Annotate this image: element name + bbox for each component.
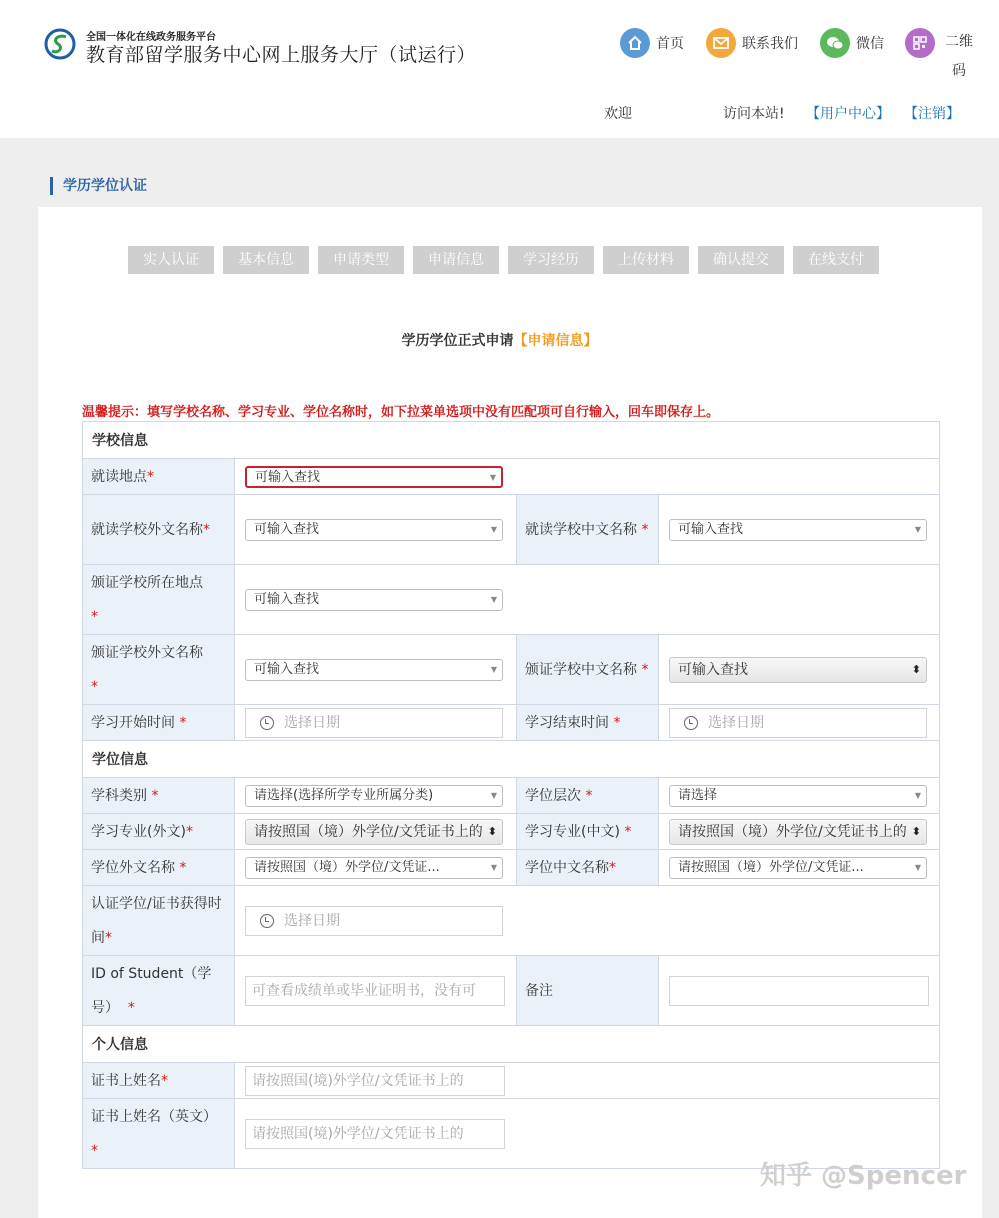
welcome-text: 欢迎	[604, 106, 632, 122]
issuer-foreign-select[interactable]: 可输入查找 ▼	[245, 659, 503, 681]
degree-chinese-select[interactable]: 请按照国（境）外学位/文凭证... ▼	[669, 857, 927, 879]
label-start-time: 学习开始时间 *	[83, 705, 235, 741]
section-title: 学历学位认证	[50, 177, 147, 195]
site-title: 教育部留学服务中心网上服务大厅（试运行）	[86, 44, 477, 66]
label-issuer-location: 颁证学校所在地点 *	[83, 565, 235, 635]
visit-text: 访问本站!	[723, 106, 785, 122]
major-foreign-select[interactable]: 请按照国（境）外学位/文凭证书上的 ⬍	[245, 819, 503, 845]
label-name-cert: 证书上姓名*	[83, 1063, 235, 1099]
section-personal-info: 个人信息	[83, 1026, 940, 1063]
study-location-select[interactable]: 可输入查找 ▼	[245, 466, 503, 488]
section-school-info: 学校信息	[83, 422, 940, 459]
label-obtain-time: 认证学位/证书获得时间*	[83, 886, 235, 956]
logout-link[interactable]: 【注销】	[904, 106, 960, 122]
step-item[interactable]: 申请类型	[318, 246, 404, 274]
issuer-location-select[interactable]: 可输入查找 ▼	[245, 589, 503, 611]
watermark: 知乎 @Spencer	[760, 1161, 967, 1191]
step-item[interactable]: 基本信息	[223, 246, 309, 274]
nav-contact[interactable]	[706, 28, 798, 58]
student-id-input[interactable]: 可查看成绩单或毕业证明书，没有可	[245, 976, 505, 1006]
clock-icon	[260, 914, 274, 928]
label-school-chinese: 就读学校中文名称 *	[517, 495, 659, 565]
application-form	[82, 421, 940, 1169]
mail-icon	[706, 28, 736, 58]
label-subject: 学科类别 *	[83, 778, 235, 814]
label-major-foreign: 学习专业(外文)*	[83, 814, 235, 850]
step-item[interactable]: 在线支付	[793, 246, 879, 274]
section-degree-info: 学位信息	[83, 741, 940, 778]
step-item[interactable]: 实人认证	[128, 246, 214, 274]
warm-tip: 温馨提示：填写学校名称、学习专业、学位名称时，如下拉菜单选项中没有匹配项可自行输入，回车即保存上。	[82, 405, 720, 420]
label-degree-chinese: 学位中文名称*	[517, 850, 659, 886]
step-bar	[128, 246, 888, 274]
home-icon	[620, 28, 650, 58]
label-issuer-chinese: 颁证学校中文名称 *	[517, 635, 659, 705]
form-heading-tag: 【申请信息】	[513, 333, 598, 349]
label-school-foreign: 就读学校外文名称*	[83, 495, 235, 565]
nav-home-label: 首页	[656, 36, 684, 52]
subject-select[interactable]: 请选择(选择所学专业所属分类) ▼	[245, 785, 503, 807]
major-chinese-select[interactable]: 请按照国（境）外学位/文凭证书上的 ⬍	[669, 819, 927, 845]
level-select[interactable]: 请选择 ▼	[669, 785, 927, 807]
clock-icon	[260, 716, 274, 730]
label-remark: 备注	[517, 956, 659, 1026]
step-item[interactable]: 学习经历	[508, 246, 594, 274]
label-level: 学位层次 *	[517, 778, 659, 814]
label-degree-foreign: 学位外文名称 *	[83, 850, 235, 886]
school-foreign-select[interactable]: 可输入查找 ▼	[245, 519, 503, 541]
label-end-time: 学习结束时间 *	[517, 705, 659, 741]
name-cert-input[interactable]: 请按照国(境)外学位/文凭证书上的	[245, 1066, 505, 1096]
remark-input[interactable]	[669, 976, 929, 1006]
nav-home[interactable]	[620, 28, 684, 58]
school-chinese-select[interactable]: 可输入查找 ▼	[669, 519, 927, 541]
top-header	[0, 0, 999, 138]
clock-icon	[684, 716, 698, 730]
start-date-picker[interactable]: 选择日期	[245, 708, 503, 738]
nav-contact-label: 联系我们	[742, 36, 798, 52]
degree-foreign-select[interactable]: 请按照国（境）外学位/文凭证... ▼	[245, 857, 503, 879]
user-center-link[interactable]: 【用户中心】	[806, 106, 890, 122]
label-student-id: ID of Student（学号） *	[83, 956, 235, 1026]
step-item[interactable]: 申请信息	[413, 246, 499, 274]
nav-wechat-label: 微信	[856, 36, 884, 52]
platform-logo	[44, 28, 76, 60]
issuer-chinese-select[interactable]: 可输入查找 ⬍	[669, 657, 927, 683]
step-item[interactable]: 上传材料	[603, 246, 689, 274]
name-en-input[interactable]: 请按照国(境)外学位/文凭证书上的	[245, 1119, 505, 1149]
qrcode-icon	[905, 28, 935, 58]
obtain-date-picker[interactable]: 选择日期	[245, 906, 503, 936]
nav-qrcode[interactable]	[905, 28, 977, 79]
label-name-en: 证书上姓名（英文） *	[83, 1099, 235, 1169]
logo-subtitle: 全国一体化在线政务服务平台	[86, 32, 216, 43]
label-study-location: 就读地点*	[83, 459, 235, 495]
label-issuer-foreign: 颁证学校外文名称 *	[83, 635, 235, 705]
nav-wechat[interactable]	[820, 28, 884, 58]
end-date-picker[interactable]: 选择日期	[669, 708, 927, 738]
wechat-icon	[820, 28, 850, 58]
form-heading: 学历学位正式申请【申请信息】	[401, 333, 598, 349]
label-major-chinese: 学习专业(中文) *	[517, 814, 659, 850]
step-item[interactable]: 确认提交	[698, 246, 784, 274]
nav-qrcode-label: 二维 码	[945, 34, 973, 79]
